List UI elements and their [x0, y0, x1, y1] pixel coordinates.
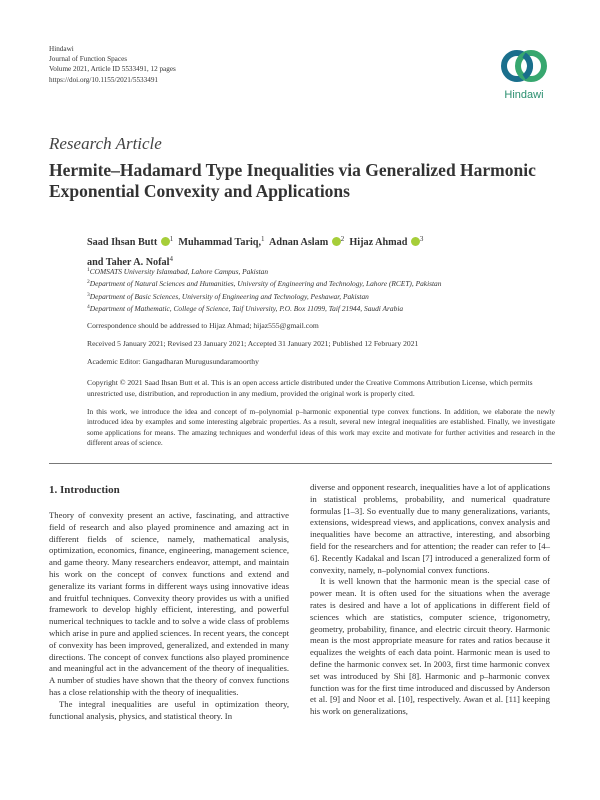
abstract: In this work, we introduce the idea and concept of m–polynomial p–harmonic exponential type convex functions. In addition, we elaborate the newly introduced idea by examples and some interesting algebraic properties. As a result, several new integral inequalities are established. Finally, we investigate some applications for means. The amazing techniques and wonderful ideas of this work may excite and motivate for further activities and research in the different areas of science. [87, 407, 555, 448]
hindawi-logo [498, 45, 550, 107]
correspondence: Correspondence should be addressed to Hijaz Ahmad; hijaz555@gmail.com [87, 321, 319, 330]
orcid-icon[interactable] [411, 237, 420, 246]
paragraph: It is well known that the harmonic mean is the special case of power mean. It is often used for the situations when the average rates is desired and have a lot of applications in different field of sciences which are statistics, computer science, trigonometry, geometry, probability, finance, and electric circuit theory. Harmonic mean is the most appropriate measure for rates and ratios because it equalizes the weights of each data point. Harmonic mean is used to define the harmonic convex set. In 2003, first time harmonic convex set was introduced by Shi [8]. Harmonic and p–harmonic convex function was for the first time introduced and discussed by Anderson et al. [9] and Noor et al. [10], respectively. Awan et al. [11] keeping his work on generalizations, [310, 576, 550, 717]
right-column [310, 482, 550, 718]
author-affil-number: 3 [419, 235, 424, 243]
author-name: Saad Ihsan Butt [87, 237, 158, 248]
paragraph: diverse and opponent research, inequalities have a lot of applications in statistical problems, probability, and numerical quadrature formulas [1–3]. So eventually due to many generalizations, variants, extensions, widespread views, and applications, convex analysis and inequalities have become an attractive, interesting, and absorbing field for the researchers and for attention; the reader can refer to [4–6]. Recently Kadakal and Iscan [7] introduced a generalized form of convexity, namely, n–polynomial convex functions. [310, 482, 550, 575]
logo-text: Hindawi [504, 89, 544, 101]
section-divider [49, 463, 552, 464]
copyright: Copyright © 2021 Saad Ihsan Butt et al. This is an open access article distributed under the Creative Commons Attribution License, which permits unrestricted use, distribution, and reproduction in any medium, provided the original work is properly cited. [87, 378, 533, 398]
author-name: Adnan Aslam [269, 237, 329, 248]
publisher-name: Hindawi [49, 45, 74, 53]
article-type: Research Article [49, 134, 162, 153]
author-affil-number: 1 [261, 235, 265, 243]
orcid-icon[interactable] [332, 237, 341, 246]
affiliation-item: $^1$COMSATS University Islamabad, Lahore Campus, Pakistan [87, 267, 269, 276]
author-name: and Taher A. Nofal [87, 257, 170, 268]
dates: Received 5 January 2021; Revised 23 January 2021; Accepted 31 January 2021; Published 12 February 2021 [87, 339, 419, 348]
affiliations [87, 265, 557, 314]
author-affil-number: 2 [340, 235, 345, 243]
author-name: Muhammad Tariq, [178, 237, 262, 248]
left-column [49, 484, 289, 722]
academic-editor: Academic Editor: Gangadharan Murugusundaramoorthy [87, 357, 259, 366]
affiliation-item: $^4$Department of Mathematic, College of Science, Taif University, P.O. Box 11099, Taif 21944, Saudi Arabia [87, 303, 404, 313]
hindawi-logo-icon [498, 45, 550, 87]
paper-title: Hermite–Hadamard Type Inequalities via Generalized Harmonic Exponential Convexity and Applications [49, 160, 536, 201]
doi-link[interactable]: https://doi.org/10.1155/2021/5533491 [49, 75, 159, 84]
journal-name: Journal of Function Spaces [49, 55, 128, 64]
paragraph: Theory of convexity present an active, fascinating, and attractive field of research and also played prominence and amazing act in different fields of science, namely, mathematical analysis, optimization, economics, finance, engineering, management science, and game theory. Many researchers endeavor, attempt, and maintain his work on the concept of convex functions and extend and generalize its variant forms in different ways using innovative ideas and fruitful techniques. Convexity theory provides us with a unified framework to develop highly efficient, interesting, and powerful numerical techniques to tackle and to solve a wide class of problems which arise in pure and applied sciences. In recent years, the concept of convexity has been improved, generalized, and extended in many directions. The concept of convex functions also played prominence and meaningful act in the advancement of the theory of inequalities. A number of studies have shown that the theory of convex functions has a close relationship with the theory of inequalities. [49, 510, 289, 697]
volume-line: Volume 2021, Article ID 5533491, 12 pages [49, 65, 176, 74]
paragraph: The integral inequalities are useful in optimization theory, functional analysis, physics, and statistical theory. In [49, 698, 289, 721]
author-affil-number: 4 [169, 255, 173, 263]
orcid-icon[interactable] [161, 237, 170, 246]
affiliation-item: $^2$Department of Natural Sciences and Humanities, University of Engineering and Technology, Lahore (RCET), Pakistan [87, 279, 442, 289]
author-name: Hijaz Ahmad [349, 237, 408, 248]
section-heading: 1. Introduction [49, 484, 120, 496]
journal-header [49, 44, 176, 85]
author-affil-number: 1 [169, 235, 174, 243]
affiliation-item: $^3$Department of Basic Sciences, University of Engineering and Technology, Peshawar, Pakistan [87, 291, 369, 301]
